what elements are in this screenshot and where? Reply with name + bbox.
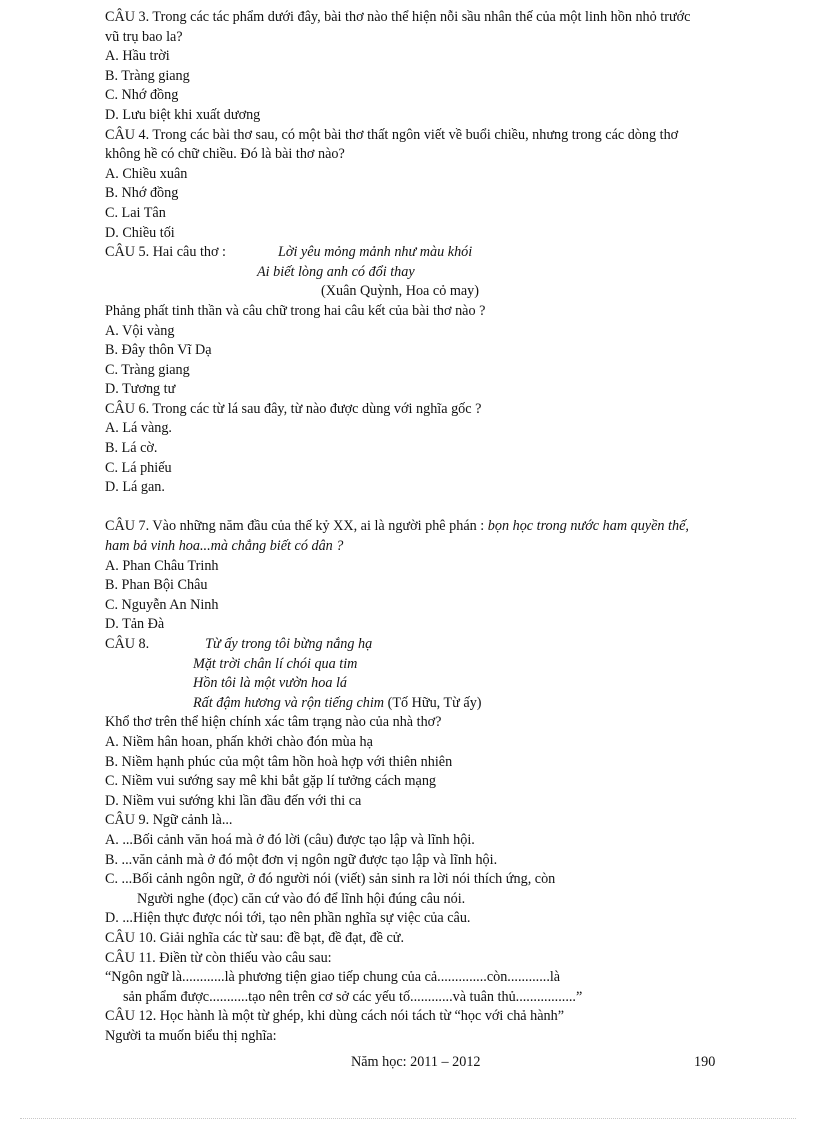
q6-option-c: C. Lá phiếu bbox=[105, 459, 172, 476]
page-footer bbox=[0, 1054, 816, 1074]
blank-line bbox=[105, 498, 785, 518]
q12-stem-line1: CÂU 12. Học hành là một từ ghép, khi dùng cách nói tách từ “học với chả hành” bbox=[105, 1008, 565, 1025]
q5-option-c: C. Tràng giang bbox=[105, 361, 190, 378]
footer-school-year: Năm học: 2011 – 2012 bbox=[351, 1054, 481, 1070]
q4-option-a: A. Chiều xuân bbox=[105, 165, 188, 182]
q8-poem-line2: Mặt trời chân lí chói qua tim bbox=[193, 655, 358, 672]
q7-option-d: D. Tản Đà bbox=[105, 616, 165, 633]
q4-stem-line1: CÂU 4. Trong các bài thơ sau, có một bài thơ thất ngôn viết về buổi chiều, nhưng trong các dòng thơ bbox=[105, 126, 679, 143]
q6-option-d: D. Lá gan. bbox=[105, 479, 165, 496]
q9-option-b: B. ...văn cảnh mà ở đó một đơn vị ngôn ngữ được tạo lập và lĩnh hội. bbox=[105, 851, 498, 868]
q8-label: CÂU 8. bbox=[105, 636, 150, 652]
q4-option-c: C. Lai Tân bbox=[105, 204, 166, 221]
q4-stem-line2: không hề có chữ chiều. Đó là bài thơ nào? bbox=[105, 146, 345, 163]
q11-fill-line1: “Ngôn ngữ là............là phương tiện giao tiếp chung của cả..............còn............là bbox=[105, 969, 561, 986]
q8-option-d: D. Niềm vui sướng khi lần đầu đến với thi ca bbox=[105, 792, 362, 809]
q6-option-a: A. Lá vàng. bbox=[105, 420, 172, 437]
q5-source: (Xuân Quỳnh, Hoa cỏ may) bbox=[321, 283, 479, 300]
q5-option-b: B. Đây thôn Vĩ Dạ bbox=[105, 342, 212, 359]
q8-stem: Khổ thơ trên thể hiện chính xác tâm trạng nào của nhà thơ? bbox=[105, 714, 442, 731]
q3-option-d: D. Lưu biệt khi xuất dương bbox=[105, 106, 261, 123]
q9-option-a: A. ...Bối cảnh văn hoá mà ở đó lời (câu) được tạo lập và lĩnh hội. bbox=[105, 831, 475, 848]
q9-stem: CÂU 9. Ngữ cảnh là... bbox=[105, 812, 233, 829]
q3-option-b: B. Tràng giang bbox=[105, 67, 190, 84]
q5-poem-line1: Lời yêu mỏng mảnh như màu khói bbox=[277, 244, 473, 261]
q9-option-c-line2: Người nghe (đọc) căn cứ vào đó để lĩnh hội đúng câu nói. bbox=[137, 890, 466, 907]
q5-option-a: A. Vội vàng bbox=[105, 322, 175, 339]
q3-stem-line2: vũ trụ bao la? bbox=[105, 28, 183, 45]
q7-option-a: A. Phan Châu Trinh bbox=[105, 557, 219, 574]
q7-option-b: B. Phan Bội Châu bbox=[105, 577, 208, 594]
q6-stem: CÂU 6. Trong các từ lá sau đây, từ nào được dùng với nghĩa gốc ? bbox=[105, 400, 482, 417]
q11-fill-line2: sản phẩm được...........tạo nên trên cơ sở các yếu tố............và tuân thủ.................” bbox=[123, 988, 583, 1005]
q8-poem-line1: Từ ấy trong tôi bừng nắng hạ bbox=[205, 636, 373, 652]
q8-label-line bbox=[105, 635, 785, 655]
q10-stem: CÂU 10. Giải nghĩa các từ sau: đề bạt, đề đạt, đề cử. bbox=[105, 929, 405, 946]
q7-stem-italic2: ham bả vinh hoa...mà chẳng biết có dân ? bbox=[105, 538, 344, 555]
q8-poem-line3: Hồn tôi là một vườn hoa lá bbox=[193, 675, 348, 692]
page-number: 190 bbox=[694, 1054, 716, 1070]
q12-stem-line2: Người ta muốn biểu thị nghĩa: bbox=[105, 1027, 277, 1044]
q8-option-a: A. Niềm hân hoan, phấn khởi chào đón mùa hạ bbox=[105, 733, 373, 750]
q7-stem-italic1: bọn học trong nước ham quyền thế, bbox=[487, 518, 689, 535]
q5-stem: Phảng phất tinh thần và câu chữ trong hai câu kết của bài thơ nào ? bbox=[105, 302, 486, 319]
q5-label-line bbox=[105, 243, 785, 263]
page-bottom-divider bbox=[20, 1118, 796, 1119]
q8-poem-line4: Rất đậm hương và rộn tiếng chim bbox=[193, 694, 385, 711]
q5-poem-line2: Ai biết lòng anh có đổi thay bbox=[257, 263, 415, 280]
q7-stem-line1 bbox=[105, 517, 785, 537]
q11-stem: CÂU 11. Điền từ còn thiếu vào câu sau: bbox=[105, 949, 332, 966]
q7-option-c: C. Nguyễn An Ninh bbox=[105, 596, 219, 613]
q4-option-b: B. Nhớ đồng bbox=[105, 185, 179, 202]
q3-option-c: C. Nhớ đồng bbox=[105, 87, 179, 104]
q8-option-b: B. Niềm hạnh phúc của một tâm hồn hoà hợp với thiên nhiên bbox=[105, 753, 453, 770]
q6-option-b: B. Lá cờ. bbox=[105, 440, 158, 457]
q3-option-a: A. Hầu trời bbox=[105, 48, 170, 65]
q3-stem-line1: CÂU 3. Trong các tác phẩm dưới đây, bài thơ nào thể hiện nỗi sầu nhân thế của một linh hồn nhỏ trước bbox=[105, 9, 691, 25]
q8-source: (Tố Hữu, Từ ấy) bbox=[387, 694, 482, 711]
q9-option-c-line1: C. ...Bối cảnh ngôn ngữ, ở đó người nói (viết) sản sinh ra lời nói thích ứng, còn bbox=[105, 871, 556, 888]
q5-label: CÂU 5. Hai câu thơ : bbox=[105, 244, 226, 261]
q5-option-d: D. Tương tư bbox=[105, 381, 176, 398]
q8-option-c: C. Niềm vui sướng say mê khi bắt gặp lí tưởng cách mạng bbox=[105, 773, 437, 790]
page-content bbox=[105, 8, 785, 1046]
q9-option-d: D. ...Hiện thực được nói tới, tạo nên phần nghĩa sự việc của câu. bbox=[105, 910, 471, 927]
q8-poem-line4-row bbox=[105, 694, 785, 714]
q4-option-d: D. Chiều tối bbox=[105, 224, 175, 241]
q7-stem-plain: CÂU 7. Vào những năm đầu của thế kỷ XX, ai là người phê phán : bbox=[105, 518, 488, 535]
